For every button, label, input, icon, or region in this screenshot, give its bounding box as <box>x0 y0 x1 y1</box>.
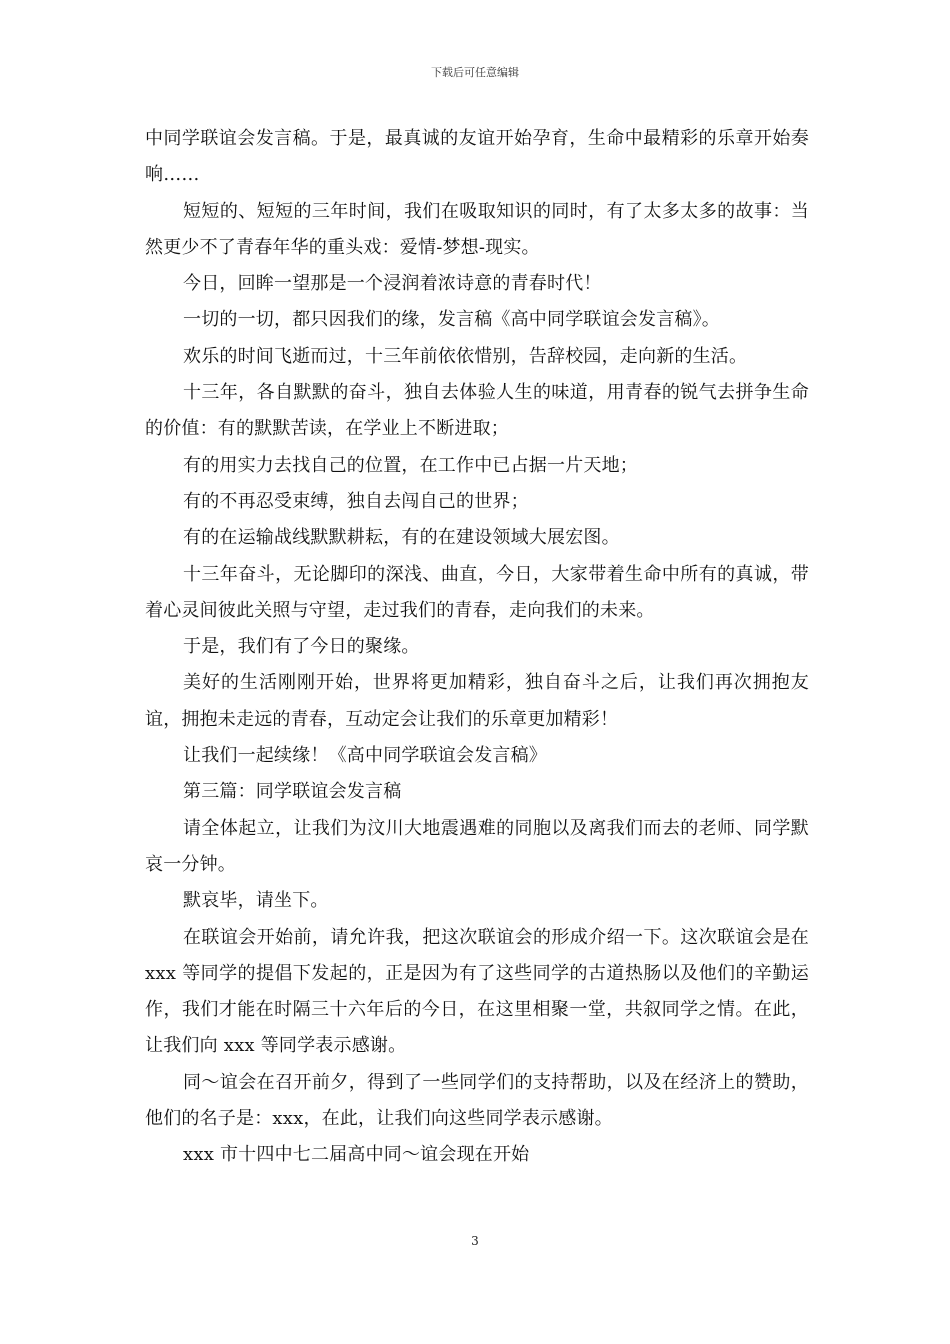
paragraph: 请全体起立，让我们为汶川大地震遇难的同胞以及离我们而去的老师、同学默哀一分钟。 <box>145 817 809 875</box>
page-header: 下载后可任意编辑 <box>431 66 519 79</box>
paragraph: 今日，回眸一望那是一个浸润着浓诗意的青春时代！ <box>183 273 602 295</box>
paragraph: 短短的、短短的三年时间，我们在吸取知识的同时，有了太多太多的故事：当然更少不了青春年华的重头戏：爱情-梦想-现实。 <box>145 200 809 258</box>
paragraph: 默哀毕，请坐下。 <box>183 890 329 912</box>
paragraph: 让我们一起续缘！《高中同学联谊会发言稿》 <box>183 745 547 767</box>
paragraph: 美好的生活刚刚开始，世界将更加精彩，独自奋斗之后，让我们再次拥抱友谊，拥抱未走远的青春，互动定会让我们的乐章更加精彩！ <box>145 672 809 730</box>
section-heading: 第三篇：同学联谊会发言稿 <box>183 781 402 803</box>
paragraph: 中同学联谊会发言稿。于是，最真诚的友谊开始孕育，生命中最精彩的乐章开始奏响…… <box>145 128 809 186</box>
document-body <box>145 121 809 1174</box>
paragraph: 一切的一切，都只因我们的缘，发言稿《高中同学联谊会发言稿》。 <box>183 309 720 331</box>
paragraph: xxx 市十四中七二届高中同～谊会现在开始 <box>183 1144 530 1166</box>
paragraph: 于是，我们有了今日的聚缘。 <box>183 636 420 658</box>
paragraph: 欢乐的时间飞逝而过，十三年前依依惜别，告辞校园，走向新的生活。 <box>183 345 748 367</box>
page-number: 3 <box>471 1234 479 1248</box>
paragraph: 有的用实力去找自己的位置，在工作中已占据一片天地； <box>183 454 638 476</box>
paragraph: 十三年，各自默默的奋斗，独自去体验人生的味道，用青春的锐气去拼争生命的价值：有的默默苦读，在学业上不断进取； <box>145 382 809 440</box>
paragraph: 有的不再忍受束缚，独自去闯自己的世界； <box>183 490 529 512</box>
paragraph: 同～谊会在召开前夕，得到了一些同学们的支持帮助，以及在经济上的赞助，他们的名子是：xxx，在此，让我们向这些同学表示感谢。 <box>145 1071 809 1130</box>
paragraph: 十三年奋斗，无论脚印的深浅、曲直，今日，大家带着生命中所有的真诚，带着心灵间彼此关照与守望，走过我们的青春，走向我们的未来。 <box>145 563 809 621</box>
paragraph: 有的在运输战线默默耕耘，有的在建设领域大展宏图。 <box>183 527 620 549</box>
paragraph: 在联谊会开始前，请允许我，把这次联谊会的形成介绍一下。这次联谊会是在 xxx 等同学的提倡下发起的，正是因为有了这些同学的古道热肠以及他们的辛勤运作，我们才能在时隔三十六年后的今日，在这里相聚一堂，共叙同学之情。在此，让我们向 xxx 等同学表示感谢。 <box>145 926 809 1057</box>
